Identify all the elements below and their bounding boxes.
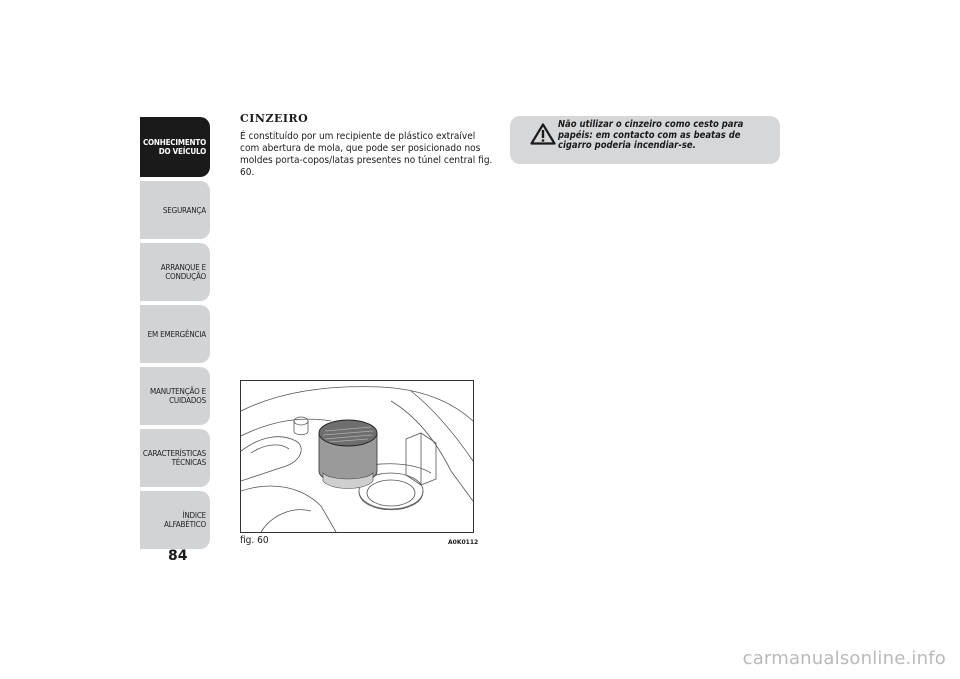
warning-triangle-icon [530,123,556,145]
ashtray-illustration [241,381,473,532]
section-title: CINZEIRO [240,112,309,125]
warning-text: Não utilizar o cinzeiro como cesto para papéis: em contacto com as beatas de cigarro poderia incendiar-se. [558,119,744,151]
page-number: 84 [168,548,188,564]
tab-indice-alfabetico[interactable] [140,491,210,549]
section-body: É constituído por um recipiente de plástico extraível com abertura de mola, que pode ser posicionado nos moldes porta-copos/latas presentes no túnel central fig. 60. [240,131,493,178]
ashtray-shape [319,420,377,489]
figure-caption: fig. 60 [240,535,269,546]
ashtray-figure [240,380,474,533]
tab-seguranca[interactable] [140,181,210,239]
tab-conhecimento-do-veiculo[interactable] [140,117,210,177]
tab-em-emergencia[interactable] [140,305,210,363]
tab-label: ÍNDICE ALFABÉTICO [164,511,206,529]
figure-code: A0K0112 [448,539,479,546]
tab-label: MANUTENÇÃO E CUIDADOS [149,387,206,405]
warning-box [510,116,780,164]
tab-label: ARRANQUE E CONDUÇÃO [160,263,206,281]
tab-caracteristicas-tecnicas[interactable] [140,429,210,487]
chapter-tabs [140,117,210,553]
tab-manutencao-e-cuidados[interactable] [140,367,210,425]
tab-label: EM EMERGÊNCIA [147,329,206,339]
watermark: carmanualsonline.info [742,648,946,669]
tab-label: CONHECIMENTO DO VEÍCULO [142,138,206,156]
tab-label: CARACTERÍSTICAS TÉCNICAS [142,449,206,467]
tab-label: SEGURANÇA [162,205,206,215]
tab-arranque-e-conducao[interactable] [140,243,210,301]
